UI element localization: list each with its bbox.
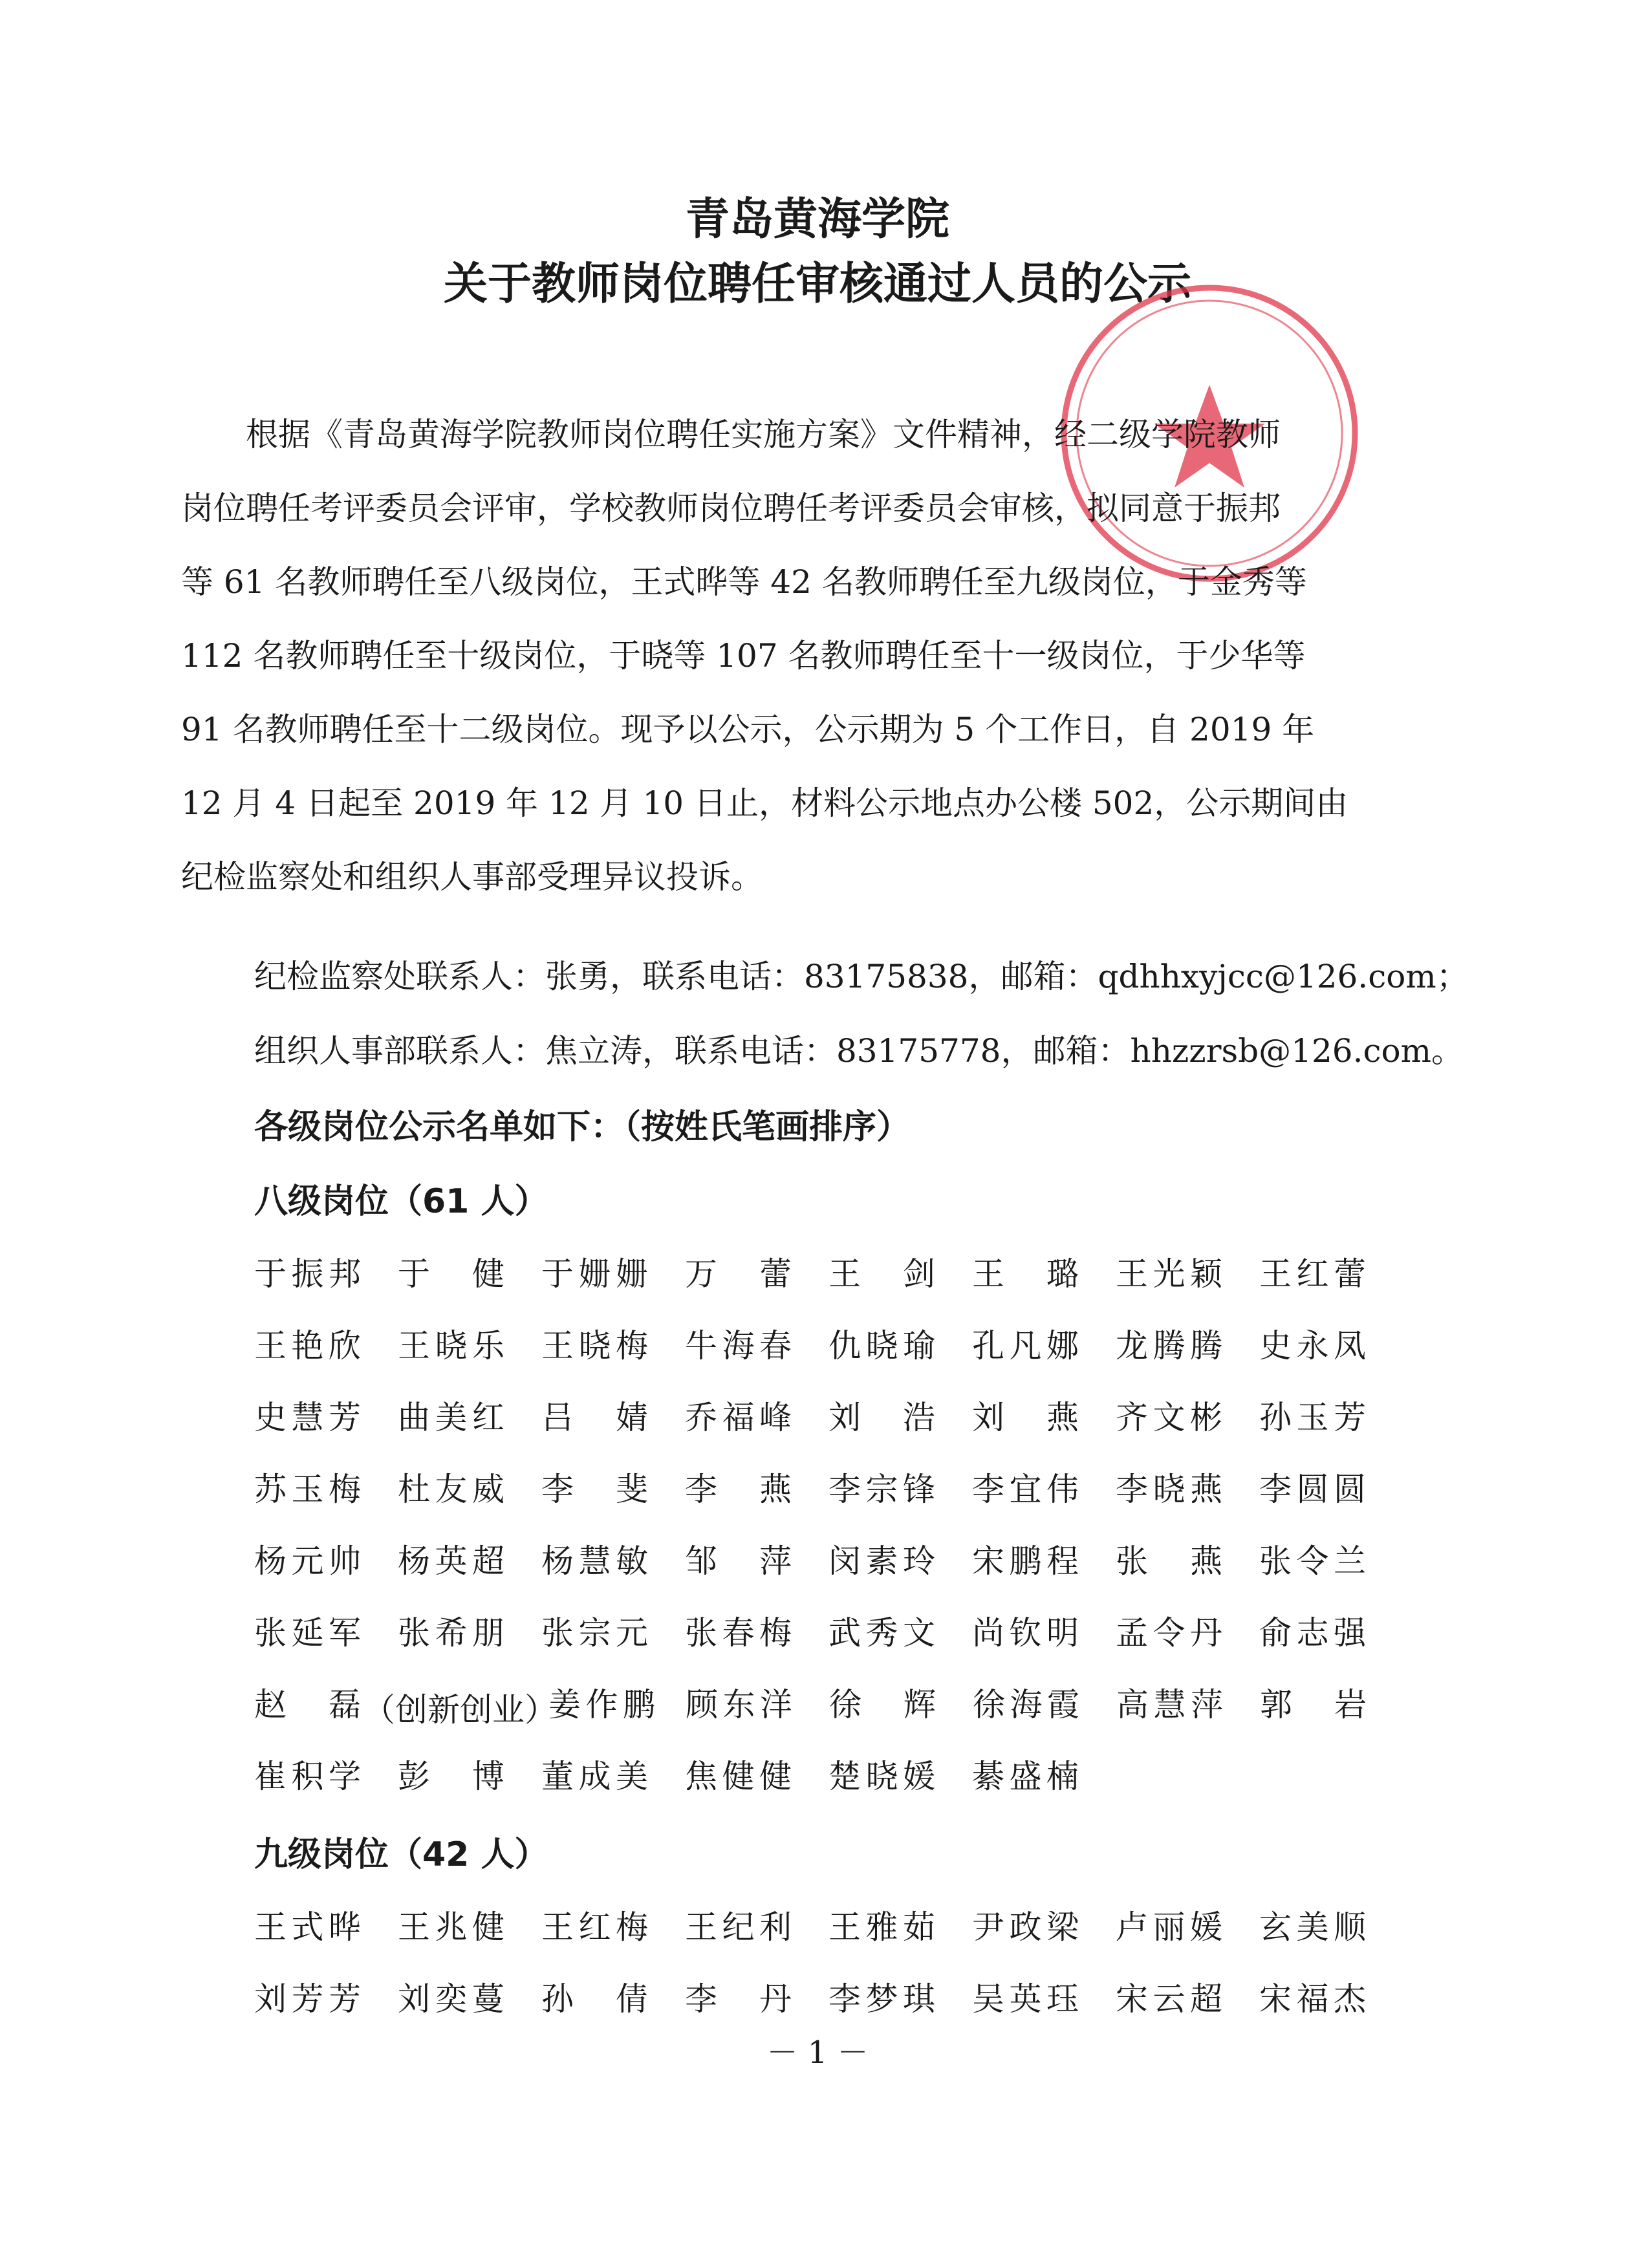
person-name: 吴英珏 [972, 1980, 1079, 2018]
section-heading-level-9: 九级岗位（42 人） [254, 1835, 548, 1874]
person-name: 杨慧敏 [541, 1542, 648, 1580]
document-title: 青岛黄海学院 [685, 194, 949, 245]
person-name: 楚晓媛 [828, 1758, 935, 1795]
person-name: 牛海春 [685, 1327, 792, 1365]
person-name: 尚钦明 [972, 1614, 1079, 1652]
person-name: 王雅茹 [828, 1908, 935, 1946]
person-name: 张希朋 [398, 1614, 504, 1652]
person-name: 李燕 [685, 1471, 792, 1508]
person-name: 吕婧 [541, 1399, 648, 1436]
person-name: 王璐 [972, 1255, 1079, 1293]
person-name: 武秀文 [828, 1614, 935, 1652]
person-name: 闵素玲 [828, 1542, 935, 1580]
person-name: 李丹 [685, 1980, 792, 2018]
body-line: 91 名教师聘任至十二级岗位。现予以公示，公示期为 5 个工作日，自 2019 年 [181, 711, 1315, 748]
person-name: 彭博 [398, 1758, 504, 1795]
person-name: 宋鹏程 [972, 1542, 1079, 1580]
person-name: 史永凤 [1259, 1327, 1366, 1365]
person-name: 高慧萍 [1116, 1686, 1223, 1723]
person-name: 王红蕾 [1259, 1255, 1366, 1293]
person-name: 卢丽媛 [1116, 1908, 1222, 1946]
body-line: 纪检监察处和组织人事部受理异议投诉。 [181, 858, 763, 896]
person-name: 张燕 [1116, 1542, 1222, 1580]
person-name: 王红梅 [541, 1908, 648, 1946]
person-name: 孟令丹 [1116, 1614, 1222, 1652]
body-line: 112 名教师聘任至十级岗位，于晓等 107 名教师聘任至十一级岗位，于少华等 [181, 637, 1306, 675]
person-name: 刘浩 [828, 1399, 935, 1436]
person-name: 王艳欣 [254, 1327, 361, 1365]
contact-discipline-office: 纪检监察处联系人：张勇，联系电话：83175838，邮箱：qdhhxyjcc@126.com； [254, 958, 1469, 995]
body-line: 岗位聘任考评委员会评审，学校教师岗位聘任考评委员会审核，拟同意于振邦 [181, 490, 1281, 527]
person-name: 杨英超 [398, 1542, 504, 1580]
person-name: 玄美顺 [1259, 1908, 1366, 1946]
person-name: 邹萍 [685, 1542, 792, 1580]
person-name: 于振邦 [254, 1255, 361, 1293]
person-name: 王晓乐 [398, 1327, 504, 1365]
person-name: 李晓燕 [1116, 1471, 1222, 1508]
person-name: 刘燕 [972, 1399, 1079, 1436]
person-name: 于健 [398, 1255, 504, 1293]
person-name: 仇晓瑜 [828, 1327, 935, 1365]
person-name: 刘奕蔓 [398, 1980, 504, 2018]
person-name: 徐辉 [829, 1686, 936, 1723]
person-name: 孙玉芳 [1259, 1399, 1366, 1436]
person-name: 刘芳芳 [254, 1980, 361, 2018]
person-name: 宋福杰 [1259, 1980, 1366, 2018]
person-name: 徐海霞 [973, 1686, 1079, 1723]
person-name: 杨元帅 [254, 1542, 361, 1580]
name-annotation: （创新创业） [363, 1691, 557, 1729]
person-name: 顾东洋 [686, 1686, 792, 1723]
list-intro-heading: 各级岗位公示名单如下：（按姓氏笔画排序） [254, 1108, 911, 1147]
person-name: 苏玉梅 [254, 1471, 361, 1508]
person-name: 李梦琪 [828, 1980, 935, 2018]
person-name: 张宗元 [541, 1614, 648, 1652]
person-name: 王兆健 [398, 1908, 504, 1946]
page-number: － 1 － [766, 2035, 869, 2071]
person-name: 俞志强 [1259, 1614, 1366, 1652]
body-paragraph [181, 398, 1423, 914]
person-name: 赵磊 [254, 1686, 361, 1723]
contact-hr-department: 组织人事部联系人：焦立涛，联系电话：83175778，邮箱：hhzzrsb@126.com。 [254, 1032, 1464, 1070]
person-name: 齐文彬 [1116, 1399, 1222, 1436]
section-heading-level-8: 八级岗位（61 人） [254, 1182, 548, 1221]
person-name: 于姗姗 [541, 1255, 648, 1293]
person-name: 綦盛楠 [972, 1758, 1079, 1795]
body-line: 根据《青岛黄海学院教师岗位聘任实施方案》文件精神，经二级学院教师 [181, 416, 1281, 453]
person-name: 李圆圆 [1259, 1471, 1366, 1508]
person-name: 万蕾 [685, 1255, 792, 1293]
person-name: 王纪利 [685, 1908, 792, 1946]
person-name: 王光颖 [1116, 1255, 1222, 1293]
person-name: 王晓梅 [541, 1327, 648, 1365]
person-name: 崔积学 [254, 1758, 361, 1795]
person-name: 姜作鹏 [548, 1686, 655, 1723]
person-name: 尹政梁 [972, 1908, 1079, 1946]
person-name: 郭岩 [1260, 1686, 1367, 1723]
person-name: 孙倩 [541, 1980, 648, 2018]
person-name: 史慧芳 [254, 1399, 361, 1436]
person-name: 宋云超 [1116, 1980, 1222, 2018]
person-name: 董成美 [541, 1758, 648, 1795]
person-name: 张春梅 [685, 1614, 792, 1652]
body-line: 等 61 名教师聘任至八级岗位，王式晔等 42 名教师聘任至九级岗位，于金秀等 [181, 563, 1307, 601]
person-name: 孔凡娜 [972, 1327, 1079, 1365]
person-name: 杜友威 [398, 1471, 504, 1508]
body-line: 12 月 4 日起至 2019 年 12 月 10 日止，材料公示地点办公楼 502，公示期间由 [181, 784, 1348, 822]
person-name: 焦健健 [685, 1758, 792, 1795]
person-name: 曲美红 [398, 1399, 504, 1436]
document-subtitle: 关于教师岗位聘任审核通过人员的公示 [443, 259, 1191, 310]
person-name: 张延军 [254, 1614, 361, 1652]
person-name: 李斐 [541, 1471, 648, 1508]
person-name: 王式晔 [254, 1908, 361, 1946]
person-name: 乔福峰 [685, 1399, 792, 1436]
person-name: 龙腾腾 [1116, 1327, 1222, 1365]
person-name: 李宜伟 [972, 1471, 1079, 1508]
person-name: 王剑 [828, 1255, 935, 1293]
person-name: 张令兰 [1259, 1542, 1366, 1580]
person-name: 李宗锋 [828, 1471, 935, 1508]
